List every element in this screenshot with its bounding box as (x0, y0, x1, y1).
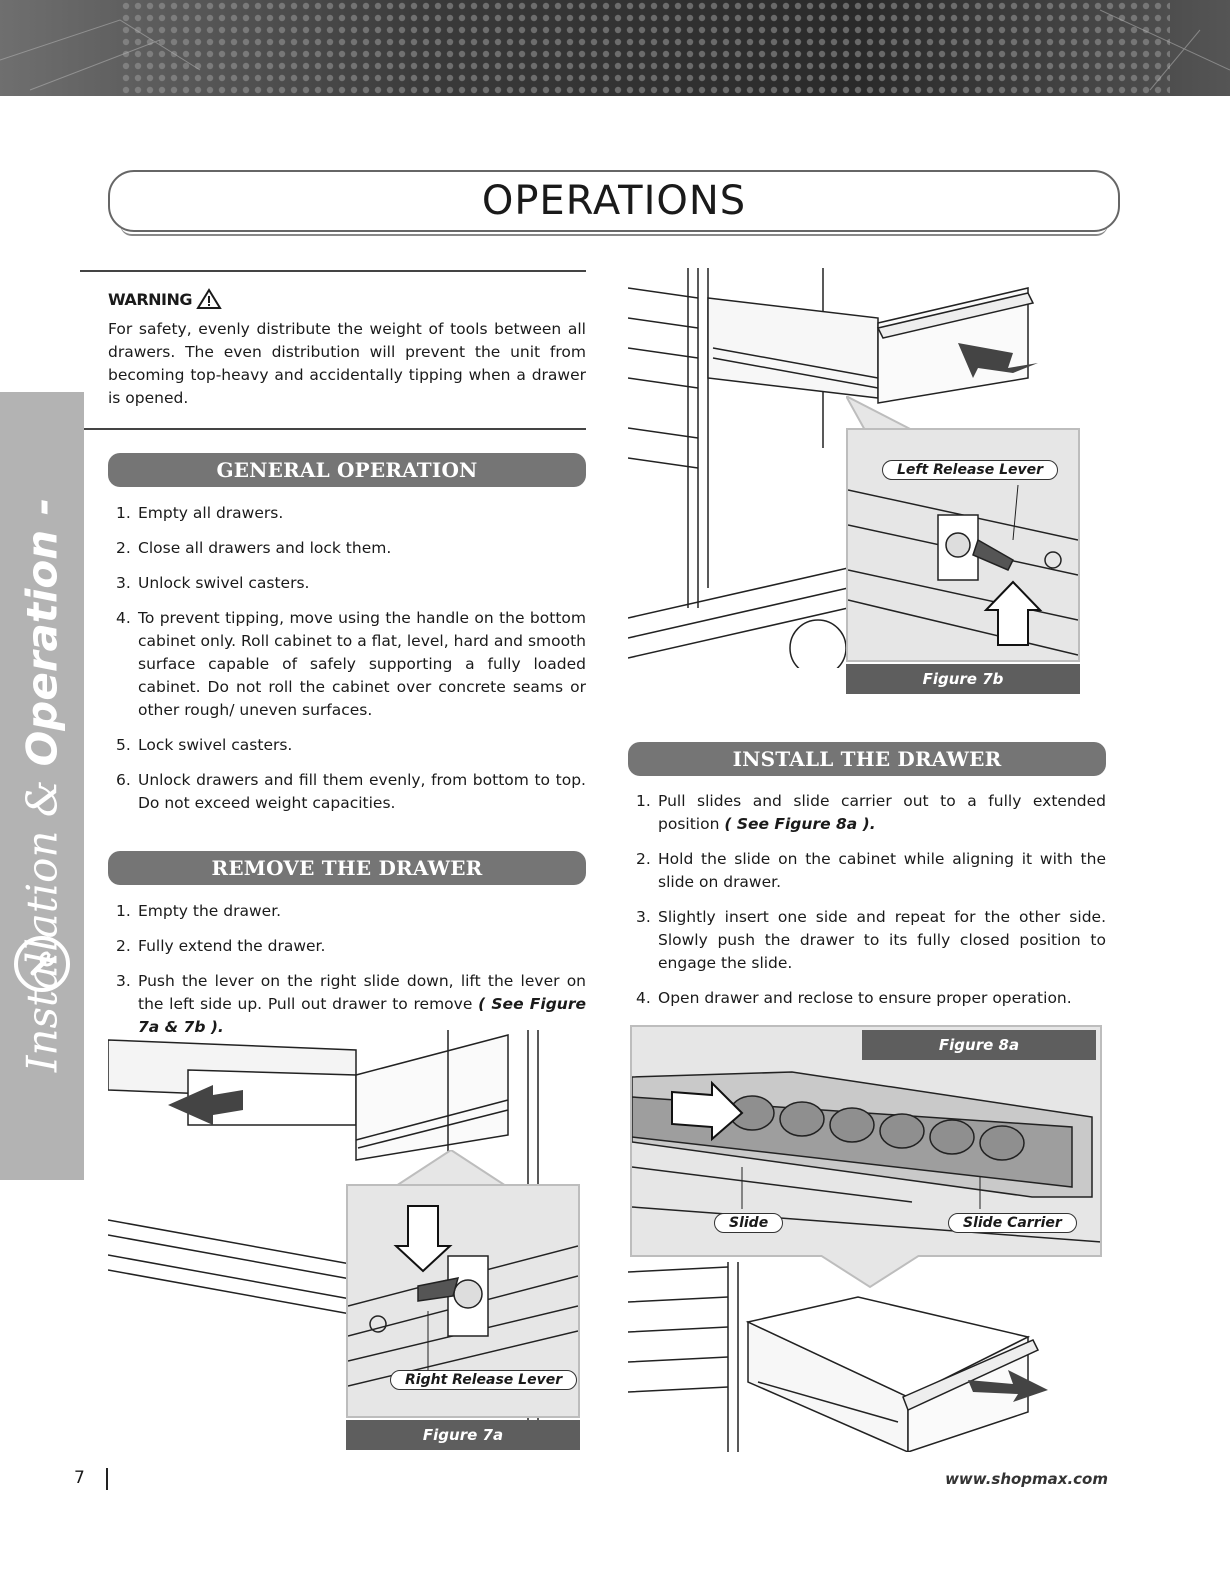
list-item (628, 848, 1106, 894)
step-text: Pull slides and slide carrier out to a fully extended position (658, 792, 1106, 833)
step-text: Push the lever on the right slide down, lift the lever on the left side up. Pull out drawer to remove (138, 972, 586, 1013)
step-text: Close all drawers and lock them. (138, 539, 392, 557)
step-number: 1. (116, 504, 131, 522)
step-text: Hold the slide on the cabinet while aligning it with the slide on drawer. (658, 850, 1106, 891)
list-item (628, 906, 1106, 975)
step-number: 2. (116, 539, 131, 557)
side-tab-label (18, 498, 67, 1072)
figure-7b-detail (846, 428, 1080, 662)
general-operation-steps (108, 502, 586, 827)
website-link[interactable]: www.shopmax.com (945, 1470, 1108, 1488)
figure-7b-caption: Figure 7b (846, 664, 1080, 694)
figure-reference: ( See Figure 8a ). (724, 815, 876, 833)
list-item (628, 790, 1106, 836)
step-text: Unlock swivel casters. (138, 574, 310, 592)
right-release-lever-label: Right Release Lever (390, 1370, 577, 1390)
warning-text: For safety, evenly distribute the weight of tools between all drawers. The even distribution will prevent the unit from becoming top-heavy and accidentally tipping when a drawer is opened. (108, 320, 586, 407)
step-number: 6. (116, 771, 131, 789)
list-item (108, 769, 586, 815)
page-number: 7 (74, 1468, 85, 1488)
step-text: To prevent tipping, move using the handle on the bottom cabinet only. Roll cabinet to a flat, level, hard and smooth surface capable of safely supporting a fully loaded cabinet. Do not roll the cabinet over concrete seams or other rough/ uneven surfaces. (138, 609, 586, 719)
step-text: Lock swivel casters. (138, 736, 293, 754)
step-number: 5. (116, 736, 131, 754)
install-drawer-steps (628, 790, 1106, 1022)
figure-7a-caption: Figure 7a (346, 1420, 580, 1450)
list-item (628, 987, 1106, 1010)
page-title-frame (108, 170, 1120, 232)
list-item (108, 970, 586, 1039)
divider-bottom (84, 428, 586, 430)
remove-drawer-steps (108, 900, 586, 1051)
step-number: 4. (116, 609, 131, 627)
side-tab-label-bold: Operation - (17, 497, 67, 767)
list-item (108, 900, 586, 923)
step-number: 1. (636, 792, 651, 810)
list-item (108, 734, 586, 757)
step-text: Open drawer and reclose to ensure proper operation. (658, 989, 1072, 1007)
step-text: Empty all drawers. (138, 504, 284, 522)
remove-drawer-heading: REMOVE THE DRAWER (108, 851, 586, 885)
slide-label: Slide (714, 1213, 783, 1233)
list-item (108, 572, 586, 595)
callout-pointer-7a (396, 1150, 506, 1186)
list-item (108, 537, 586, 560)
step-text: Unlock drawers and fill them evenly, from bottom to top. Do not exceed weight capacities. (138, 771, 586, 812)
left-release-lever-label: Left Release Lever (882, 460, 1058, 480)
step-number: 4. (636, 989, 651, 1007)
step-text: Empty the drawer. (138, 902, 282, 920)
header-banner (0, 0, 1230, 96)
step-number: 1. (116, 902, 131, 920)
general-operation-heading: GENERAL OPERATION (108, 453, 586, 487)
page-number-divider (106, 1468, 108, 1490)
divider-top (80, 270, 586, 272)
list-item (108, 502, 586, 525)
step-number: 3. (636, 908, 651, 926)
step-number: 3. (116, 972, 131, 990)
side-tab-label-light: Installation & (17, 779, 67, 1073)
figure-8a-caption: Figure 8a (862, 1030, 1096, 1060)
install-drawer-heading: INSTALL THE DRAWER (628, 742, 1106, 776)
step-text: Fully extend the drawer. (138, 937, 326, 955)
figure-8a-illustration (628, 1262, 1106, 1452)
warning-triangle-icon (196, 288, 222, 310)
warning-heading (108, 288, 222, 310)
list-item (108, 935, 586, 958)
step-number: 3. (116, 574, 131, 592)
step-number: 2. (636, 850, 651, 868)
page-title: OPERATIONS (481, 178, 747, 224)
figure-reference: ( See Figure 7a & 7b ). (138, 995, 586, 1036)
step-text: Slightly insert one side and repeat for the other side. Slowly push the drawer to its fully closed position to engage the slide. (658, 908, 1106, 972)
list-item (108, 607, 586, 722)
slide-carrier-label: Slide Carrier (948, 1213, 1077, 1233)
warning-title: WARNING (108, 289, 192, 309)
figure-7a-detail (346, 1184, 580, 1418)
step-number: 2. (116, 937, 131, 955)
